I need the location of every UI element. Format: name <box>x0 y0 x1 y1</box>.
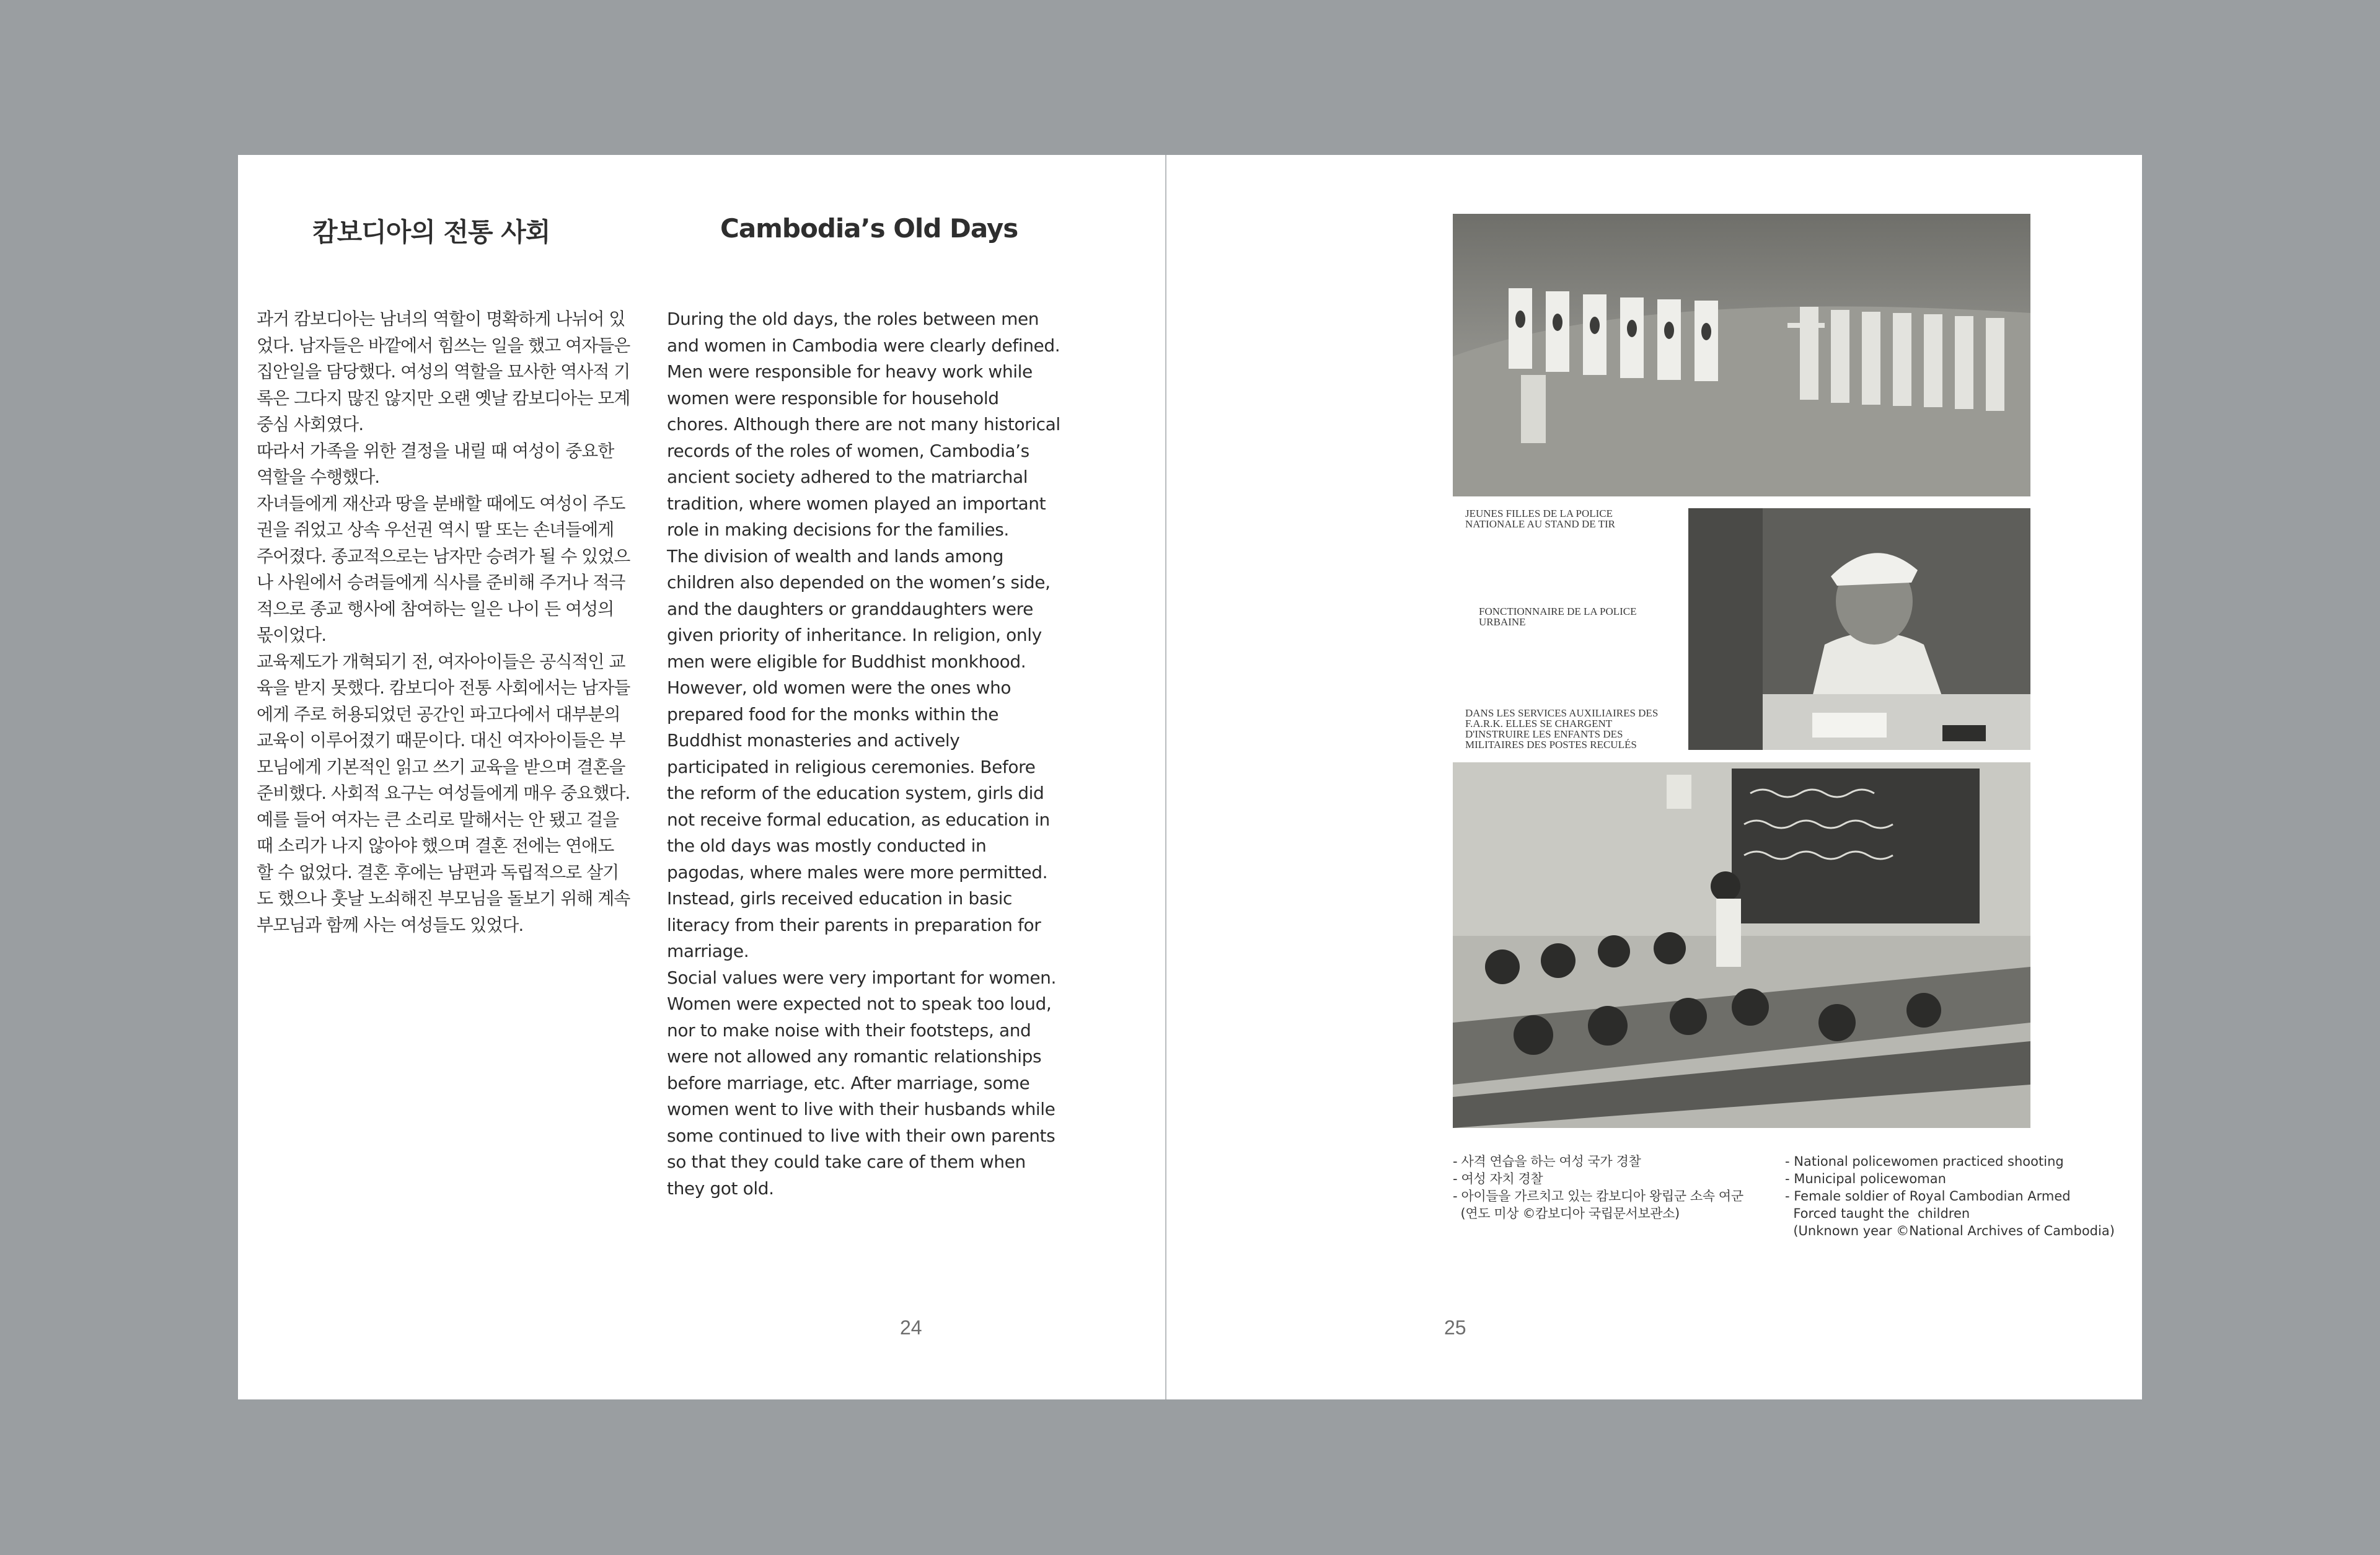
caption-ko-line: - 아이들을 가르치고 있는 캄보디아 왕립군 소속 여군 <box>1453 1189 1743 1204</box>
caption-en-line: - National policewomen practiced shooting <box>1785 1154 2064 1169</box>
book-spread <box>238 155 2142 1399</box>
caption-en-line: - Municipal policewoman <box>1785 1171 1946 1186</box>
french-caption-3: DANS LES SERVICES AUXILIAIRES DES F.A.R.K. ELLES SE CHARGENT D'INSTRUIRE LES ENFANTS DES MILITAIRES DES POSTES RECULÉS <box>1465 707 1659 751</box>
body-en-para: During the old days, the roles between men and women in Cambodia were clearly defined. Men were responsible for heavy work while women were responsible for household chores. Although there are not many historical records of the roles of women, Cambodia’s ancient society adhered to the matriarchal tradition, where women played an important role in making decisions for the families. <box>667 309 1060 540</box>
title-english: Cambodia’s Old Days <box>720 213 1018 244</box>
body-en-para: Social values were very important for women. Women were expected not to speak too loud, nor to make noise with their footsteps, and were not allowed any romantic relationships before marriage, etc. After marriage, some women went to live with their husbands while some continued to live with their own parents so that they could take care of them when they got old. <box>667 967 1057 1199</box>
captions-korean <box>1453 1153 1775 1222</box>
page-number-left: 24 <box>900 1316 922 1339</box>
caption-en-line: Forced taught the children <box>1785 1206 1970 1221</box>
body-ko-para: 따라서 가족을 위한 결정을 내릴 때 여성이 중요한 역할을 수행했다. <box>257 440 614 487</box>
photo-french-captions <box>1465 508 1676 750</box>
french-caption-1: JEUNES FILLES DE LA POLICE NATIONALE AU STAND DE TIR <box>1465 508 1615 530</box>
photo-classroom <box>1453 762 2030 1128</box>
french-caption-2: FONCTIONNAIRE DE LA POLICE URBAINE <box>1479 606 1637 628</box>
caption-ko-line: (연도 미상 ©캄보디아 국립문서보관소) <box>1453 1206 1680 1221</box>
caption-en-line: (Unknown year ©National Archives of Cambodia) <box>1785 1223 2115 1238</box>
page-number-right: 25 <box>1444 1316 1466 1339</box>
body-en-para: The division of wealth and lands among children also depended on the women’s side, and the daughters or granddaughters were given priority of inheritance. In religion, only men were eligible for Buddhist monkhood. However, old women were the ones who prepared food for the monks within the Buddhist monasteries and actively participated in religious ceremonies. Before the reform of the education system, girls did not receive formal education, as education in the old days was mostly conducted in pagodas, where males were more permitted. Instead, girls received education in basic literacy from their parents in preparation for marriage. <box>667 545 1051 961</box>
body-ko-para: 교육제도가 개혁되기 전, 여자아이들은 공식적인 교육을 받지 못했다. 캄보디아 전통 사회에서는 남자들에게 주로 허용되었던 공간인 파고다에서 대부분의 교육이 이루어졌기 때문이다. 대신 여자아이들은 부모님에게 기본적인 읽고 쓰기 교육을 받으며 결혼을 준비했다. 사회적 요구는 여성들에게 매우 중요했다. 예를 들어 여자는 큰 소리로 말해서는 안 됐고 걸을 때 소리가 나지 않아야 했으며 결혼 전에는 연애도 할 수 없었다. 결혼 후에는 남편과 독립적으로 살기도 했으나 훗날 노쇠해진 부모님을 돌보기 위해 계속 부모님과 함께 사는 여성들도 있었다. <box>257 651 630 935</box>
caption-en-line: - Female soldier of Royal Cambodian Armed <box>1785 1189 2071 1204</box>
caption-ko-line: - 여성 자치 경찰 <box>1453 1171 1543 1186</box>
body-korean <box>257 306 635 938</box>
body-ko-para: 자녀들에게 재산과 땅을 분배할 때에도 여성이 주도권을 쥐었고 상속 우선권 역시 딸 또는 손녀들에게 주어졌다. 종교적으로는 남자만 승려가 될 수 있었으나 사원에서 승려들에게 식사를 준비해 주거나 적극적으로 종교 행사에 참여하는 일은 나이 든 여성의 몫이었다. <box>257 493 630 645</box>
photo-policewoman <box>1688 508 2030 750</box>
body-ko-para: 과거 캄보디아는 남녀의 역할이 명확하게 나뉘어 있었다. 남자들은 바깥에서 힘쓰는 일을 했고 여자들은 집안일을 담당했다. 여성의 역할을 묘사한 역사적 기록은 그다지 많진 않지만 오랜 옛날 캄보디아는 모계 중심 사회였다. <box>257 309 630 434</box>
captions-english <box>1785 1153 2132 1240</box>
title-korean: 캄보디아의 전통 사회 <box>312 217 550 247</box>
body-english <box>667 306 1064 1202</box>
photo-shooting-range <box>1453 214 2030 496</box>
caption-ko-line: - 사격 연습을 하는 여성 국가 경찰 <box>1453 1154 1641 1169</box>
page-gutter <box>1165 155 1166 1399</box>
